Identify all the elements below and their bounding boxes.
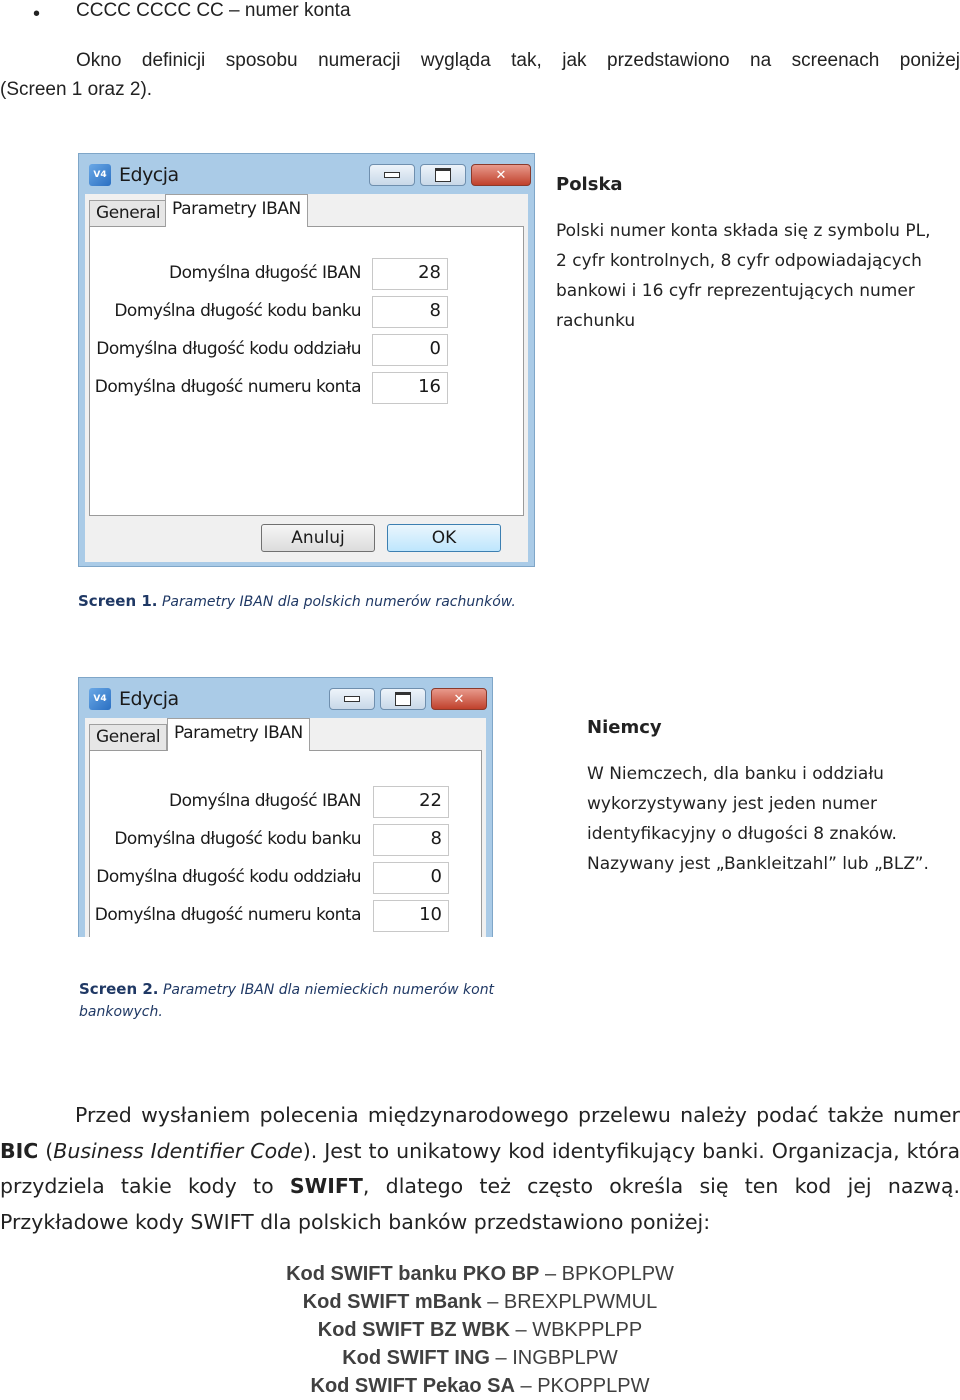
account-number-length-label: Domyślna długość numeru konta xyxy=(94,905,361,925)
window-client xyxy=(85,194,528,562)
swift-bank-label: Kod SWIFT BZ WBK xyxy=(317,1319,510,1341)
caption-screen2 xyxy=(79,978,499,1023)
close-icon: ✕ xyxy=(495,167,507,183)
account-number-format: CCCC CCCC CC – numer konta xyxy=(76,0,351,21)
iban-length-field[interactable]: 28 xyxy=(372,258,448,290)
bic-term: BIC xyxy=(0,1138,39,1163)
swift-item xyxy=(0,1260,960,1288)
swift-item xyxy=(0,1316,960,1344)
bank-code-length-label: Domyślna długość kodu banku xyxy=(114,829,361,849)
bic-full-name: Business Identifier Code xyxy=(53,1138,303,1163)
account-number-length-field[interactable]: 10 xyxy=(373,900,449,932)
close-icon: ✕ xyxy=(453,691,465,707)
bic-paragraph xyxy=(0,1098,960,1240)
window-controls xyxy=(369,164,531,186)
bullet-icon: • xyxy=(33,3,41,25)
swift-dash: – xyxy=(520,1375,532,1397)
intro-line-2: (Screen 1 oraz 2). xyxy=(0,79,153,100)
app-logo-icon: V4 xyxy=(89,164,111,186)
swift-bank-label: Kod SWIFT banku PKO BP xyxy=(286,1263,540,1285)
minimize-icon xyxy=(384,172,400,178)
caption-screen1-label: Screen 1. xyxy=(78,592,158,610)
para-part-1: Przed wysłaniem polecenia międzynarodowego przelewu należy podać także numer xyxy=(75,1103,960,1127)
branch-code-length-field[interactable]: 0 xyxy=(372,334,448,366)
tab-general[interactable]: General xyxy=(89,200,167,226)
tab-iban-parameters[interactable]: Parametry IBAN xyxy=(167,718,310,751)
window-client xyxy=(85,718,486,937)
note-poland xyxy=(556,170,946,336)
tab-iban-parameters[interactable]: Parametry IBAN xyxy=(165,194,308,227)
window-title: Edycja xyxy=(119,164,179,186)
bank-code-length-label: Domyślna długość kodu banku xyxy=(114,301,361,321)
branch-code-length-field[interactable]: 0 xyxy=(373,862,449,894)
caption-screen2-text: Parametry IBAN dla niemieckich numerów kont bankowych. xyxy=(79,982,495,1020)
swift-bank-label: Kod SWIFT Pekao SA xyxy=(310,1375,515,1397)
maximize-icon xyxy=(435,168,451,182)
minimize-button[interactable] xyxy=(329,688,375,710)
swift-code: BREXPLPWMUL xyxy=(503,1291,658,1313)
swift-code: PKOPPLPW xyxy=(537,1375,650,1397)
caption-screen2-label: Screen 2. xyxy=(79,980,159,998)
minimize-icon xyxy=(344,696,360,702)
para-part-2: ( xyxy=(38,1138,54,1163)
swift-term: SWIFT xyxy=(289,1174,363,1198)
para-part-3: ). Jest to unikatowy kod identyfikujący banki. Organizacja, która przydziela takie kody to xyxy=(0,1138,960,1198)
branch-code-length-label: Domyślna długość kodu oddziału xyxy=(96,867,361,887)
caption-screen1 xyxy=(78,590,578,613)
swift-code: BPKOPLPW xyxy=(561,1263,674,1285)
screen2-window xyxy=(78,677,493,937)
iban-panel xyxy=(89,750,482,937)
iban-length-field[interactable]: 22 xyxy=(373,786,449,818)
cancel-button[interactable]: Anuluj xyxy=(261,524,375,552)
tab-general[interactable]: General xyxy=(89,724,167,750)
note-germany-text: W Niemczech, dla banku i oddziału wykorzystywany jest jeden numer identyfikacyjny o długości 8 znaków. Nazywany jest „Bankleitzahl” lub „BLZ”. xyxy=(587,764,929,874)
note-poland-title: Polska xyxy=(556,174,623,195)
window-title: Edycja xyxy=(119,688,179,710)
para-part-4: , dlatego też często określa się ten kod jej nazwą. Przykładowe kody SWIFT dla polskich banków przedstawiono poniżej: xyxy=(0,1174,960,1234)
iban-panel xyxy=(89,226,524,516)
close-button[interactable] xyxy=(471,164,531,186)
account-number-length-field[interactable]: 16 xyxy=(372,372,448,404)
bank-code-length-field[interactable]: 8 xyxy=(372,296,448,328)
minimize-button[interactable] xyxy=(369,164,415,186)
maximize-button[interactable] xyxy=(420,164,466,186)
maximize-button[interactable] xyxy=(380,688,426,710)
iban-length-label: Domyślna długość IBAN xyxy=(168,791,361,811)
swift-bank-label: Kod SWIFT mBank xyxy=(302,1291,482,1313)
ok-button[interactable]: OK xyxy=(387,524,501,552)
account-number-length-label: Domyślna długość numeru konta xyxy=(94,377,361,397)
intro-line-1: Okno definicji sposobu numeracji wygląda tak, jak przedstawiono na screenach poniżej xyxy=(76,50,960,71)
swift-dash: – xyxy=(544,1263,557,1285)
swift-item xyxy=(0,1344,960,1372)
swift-bank-label: Kod SWIFT ING xyxy=(342,1347,490,1369)
swift-dash: – xyxy=(487,1291,499,1313)
swift-code: INGBPLPW xyxy=(512,1347,618,1369)
app-logo-icon: V4 xyxy=(89,688,111,710)
swift-item xyxy=(0,1288,960,1316)
swift-code: WBKPPLPP xyxy=(532,1319,643,1341)
caption-screen1-text: Parametry IBAN dla polskich numerów rachunków. xyxy=(161,594,516,610)
iban-length-label: Domyślna długość IBAN xyxy=(168,263,361,283)
note-poland-text: Polski numer konta składa się z symbolu PL, 2 cyfr kontrolnych, 8 cyfr odpowiadających bankowi i 16 cyfr reprezentujących numer rachunku xyxy=(556,221,931,331)
maximize-icon xyxy=(395,692,411,706)
branch-code-length-label: Domyślna długość kodu oddziału xyxy=(96,339,361,359)
intro-paragraph xyxy=(0,46,960,104)
note-germany xyxy=(587,713,947,879)
note-germany-title: Niemcy xyxy=(587,717,662,738)
window-controls xyxy=(329,688,487,710)
close-button[interactable] xyxy=(431,688,487,710)
screen1-window xyxy=(78,153,535,567)
swift-item xyxy=(0,1372,960,1400)
swift-code-list xyxy=(0,1260,960,1400)
bank-code-length-field[interactable]: 8 xyxy=(373,824,449,856)
swift-dash: – xyxy=(515,1319,527,1341)
swift-dash: – xyxy=(495,1347,507,1369)
